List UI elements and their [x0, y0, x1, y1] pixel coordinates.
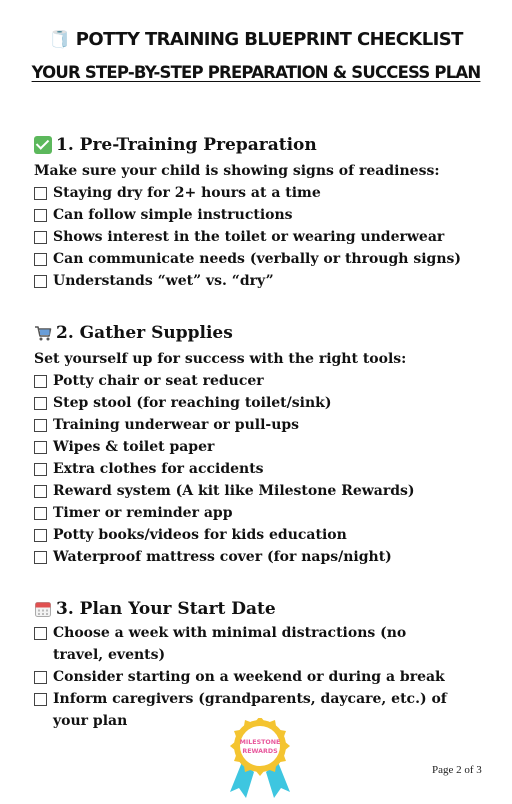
checkbox[interactable] — [34, 231, 47, 244]
checkbox[interactable] — [34, 209, 47, 222]
checkbox[interactable] — [34, 551, 47, 564]
checklist-item[interactable]: Can communicate needs (verbally or through signs) — [34, 248, 494, 270]
checklist-item[interactable]: Waterproof mattress cover (for naps/night) — [34, 546, 494, 568]
checklist-item[interactable]: Extra clothes for accidents — [34, 458, 494, 480]
section-heading: 3. Plan Your Start Date — [34, 596, 494, 622]
checkbox[interactable] — [34, 375, 47, 388]
document-title: 🧻 POTTY TRAINING BLUEPRINT CHECKLIST — [49, 29, 463, 50]
svg-text:MILESTONE: MILESTONE — [239, 739, 281, 746]
checkbox[interactable] — [34, 507, 47, 520]
section-pre-training — [34, 132, 494, 292]
checklist-item[interactable]: Step stool (for reaching toilet/sink) — [34, 392, 494, 414]
calendar-icon — [34, 600, 52, 618]
checklist-item[interactable]: Wipes & toilet paper — [34, 436, 494, 458]
header — [0, 28, 512, 84]
checklist-item[interactable]: Reward system (A kit like Milestone Rewards) — [34, 480, 494, 502]
checklist-item[interactable]: Consider starting on a weekend or during a break — [34, 666, 494, 688]
checkbox[interactable] — [34, 441, 47, 454]
checkbox[interactable] — [34, 397, 47, 410]
checklist-item[interactable]: Choose a week with minimal distractions (no travel, events) — [34, 622, 454, 666]
section-heading: 1. Pre-Training Preparation — [34, 132, 494, 158]
checkbox[interactable] — [34, 275, 47, 288]
section-heading: 2. Gather Supplies — [34, 320, 494, 346]
checkbox[interactable] — [34, 419, 47, 432]
checkbox[interactable] — [34, 253, 47, 266]
section-plan-start-date — [34, 596, 494, 732]
checklist-item[interactable]: Timer or reminder app — [34, 502, 494, 524]
checkbox[interactable] — [34, 463, 47, 476]
svg-text:REWARDS: REWARDS — [242, 748, 278, 755]
checklist-item[interactable]: Inform caregivers (grandparents, daycare, etc.) of your plan — [34, 688, 486, 732]
checkbox[interactable] — [34, 529, 47, 542]
checkbox[interactable] — [34, 485, 47, 498]
section-intro: Make sure your child is showing signs of readiness: — [34, 163, 440, 179]
page-number: Page 2 of 3 — [432, 764, 482, 776]
checklist-item[interactable]: Understands “wet” vs. “dry” — [34, 270, 494, 292]
shopping-cart-icon — [34, 324, 52, 342]
section-gather-supplies — [34, 320, 494, 568]
milestone-rewards-logo — [224, 718, 296, 800]
checklist-item[interactable]: Training underwear or pull-ups — [34, 414, 494, 436]
document-subtitle: YOUR STEP-BY-STEP PREPARATION & SUCCESS PLAN — [31, 63, 481, 82]
check-mark-button-icon — [34, 136, 52, 154]
checklist-item[interactable]: Shows interest in the toilet or wearing underwear — [34, 226, 494, 248]
checkbox[interactable] — [34, 187, 47, 200]
toilet-paper-icon: 🧻 — [49, 30, 70, 50]
checkbox[interactable] — [34, 627, 47, 640]
section-intro: Set yourself up for success with the right tools: — [34, 351, 407, 367]
checklist-item[interactable]: Potty chair or seat reducer — [34, 370, 494, 392]
checklist-item[interactable]: Can follow simple instructions — [34, 204, 494, 226]
checkbox[interactable] — [34, 671, 47, 684]
checklist-item[interactable]: Potty books/videos for kids education — [34, 524, 494, 546]
checklist-item[interactable]: Staying dry for 2+ hours at a time — [34, 182, 494, 204]
checkbox[interactable] — [34, 693, 47, 706]
